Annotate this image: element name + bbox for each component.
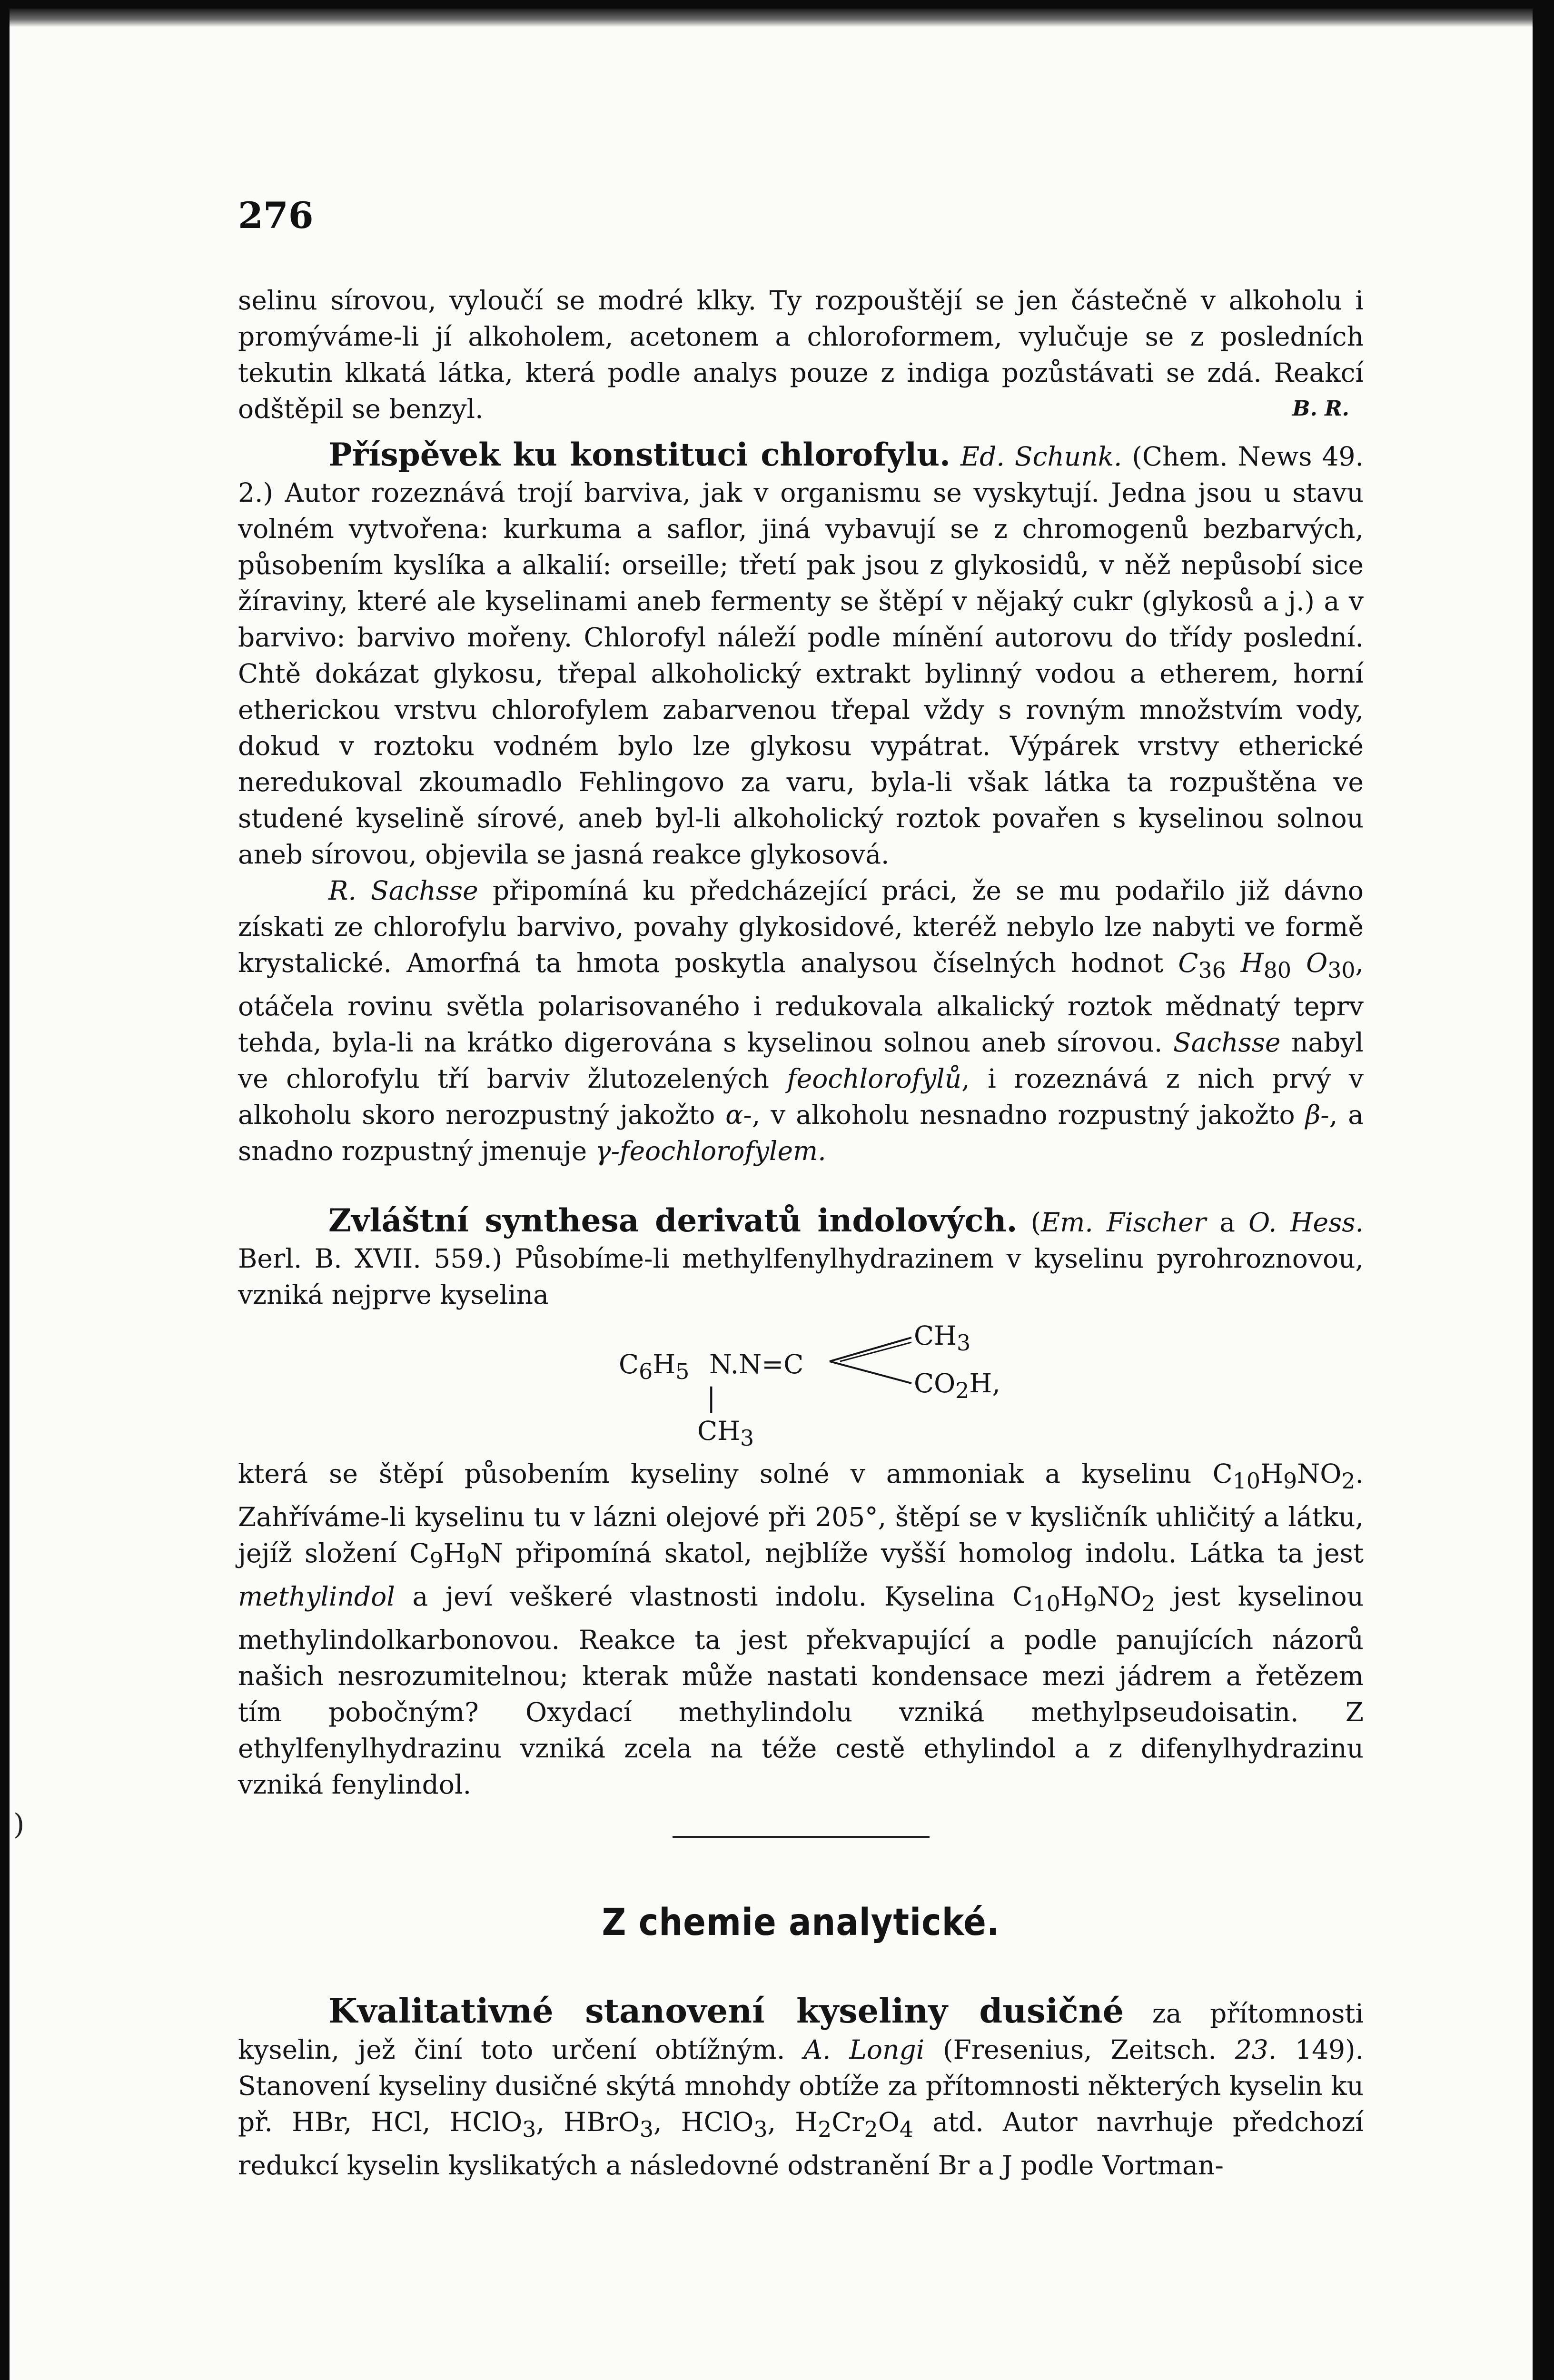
term: methylindol [238, 1581, 395, 1612]
formula-h: H [1240, 948, 1264, 978]
paragraph-text: . Zahříváme-li kyselinu tu v lázni olejové při 205°, štěpí se v kysličník uhličitý a látku, jejíž složení [238, 1458, 1364, 1568]
paragraph-text: 149). Stanovení kyseliny dusičné skýtá mnohdy obtíže za přítomnosti některých kyselin ku př. HBr, HCl, HClO [238, 2034, 1364, 2137]
page-body [238, 282, 1364, 2183]
bond-upper [830, 1338, 911, 1361]
formula-bonds [826, 1327, 916, 1394]
paragraph-text: a jeví veškeré vlastnosti indolu. Kyselina [412, 1581, 995, 1612]
paragraph-text: , HClO [653, 2107, 754, 2137]
paragraph-text: jest kyselinou methylindolkarbonovou. Reakce ta jest překvapující a podle panujících názorů našich nesrozumitelnou; kterak může nastati kondensace mezi jádrem a řetězem tím pobočným? Oxydací methylindolu vzniká methylpseudoisatin. Z ethylfenylhydrazinu vzniká zcela na téže cestě ethylindol a z difenylhydrazinu vzniká fenylindol. [238, 1581, 1364, 1800]
formula-ch3-top: $CH_3$ [914, 1320, 971, 1356]
paragraph-sachsse [238, 873, 1364, 1169]
paragraph-text: Berl. B. XVII. 559.) Působíme-li methylfenylhydrazinem v kyselinu pyrohroznovou, vzniká nejprve kyselina [238, 1243, 1364, 1310]
inline-author: Sachsse [1173, 1027, 1281, 1058]
formula-sub: 3 [753, 2116, 768, 2142]
paragraph-text: , a snadno rozpustný jmenuje [238, 1100, 1364, 1166]
paragraph-text: Cr [831, 2107, 864, 2137]
formula-sub: 2 [818, 2116, 832, 2142]
paragraph-text: O [878, 2107, 900, 2137]
formula-inline: $C_9H_9N$ [409, 1538, 503, 1573]
formula-sub: 2 [864, 2116, 878, 2142]
author-initials: B. R. [1292, 397, 1349, 421]
paragraph-text: nabyl ve chlorofylu tří barviv žlutozelených [238, 1027, 1364, 1094]
formula-sub: 3 [639, 2116, 653, 2142]
article-title: Kvalitativné stanovení kyseliny dusičné [328, 1991, 1124, 2031]
bond-lower [830, 1361, 911, 1383]
formula-o: O [1306, 948, 1328, 978]
paragraph-text: připomíná skatol, nejblíže vyšší homolog indolu. Látka ta jest [515, 1538, 1364, 1568]
article-nitric-acid [238, 1993, 1364, 2183]
paragraph-text: selinu sírovou, vyloučí se modré klky. Ty rozpouštějí se jen částečně v alkoholu i promýváme-li jí alkoholem, acetonem a chloroformem, vylučuje se z posledních tekutin klkatá látka, která podle analys pouze z indiga pozůstávati se zdá. Reakcí odštěpil se benzyl. [238, 285, 1364, 424]
paragraph-text: připomíná ku předcházející práci, že se mu podařilo již dávno získati ze chlorofylu barvivo, povahy glykosidové, kteréž nebylo lze nabyti ve formě krystalické. Amorfná ta hmota poskytla analysou číselných hodnot [238, 875, 1364, 978]
formula-n-n-c: N.N=C [709, 1349, 804, 1379]
formula-inline: $C_{10}H_9NO_2$ [1212, 1458, 1356, 1494]
term: α- [725, 1100, 752, 1130]
paragraph-text: atd. Autor navrhuje předchozí redukcí kyselin kyslikatých a následovné odstranění Br a J podle Vortman- [238, 2107, 1364, 2181]
article-author: Ed. Schunk. [960, 441, 1122, 472]
paragraph-text: , otáčela rovinu světla polarisovaného i redukovala alkalický roztok mědnatý teprv tehda, byla-li na krátko digerována s kyselinou solnou aneb sírovou. [238, 948, 1364, 1058]
article-author: O. Hess. [1248, 1207, 1364, 1238]
page-number: 276 [238, 194, 314, 237]
page [10, 9, 1533, 2380]
paragraph-continuation [238, 282, 1364, 427]
paragraph-text: (Fresenius, Zeitsch. [943, 2034, 1217, 2065]
paragraph-text: ( [1030, 1207, 1041, 1238]
article-title: Příspěvek ku konstituci chlorofylu. [328, 436, 951, 473]
section-divider [673, 1836, 930, 1838]
formula-inline: $C_{10}H_9NO_2$ [1012, 1581, 1156, 1616]
formula-sub: 30 [1327, 957, 1356, 983]
term: β- [1305, 1100, 1329, 1130]
margin-mark: ) [13, 1808, 25, 1841]
paragraph-text: , i rozeznává z nich prvý v alkoholu skoro nerozpustný jakožto [238, 1063, 1364, 1130]
paragraph-indole-body [238, 1456, 1364, 1803]
section-title: Z chemie analytické. [602, 1901, 1000, 1944]
formula-bond-vertical: | [707, 1382, 716, 1413]
article-indole [238, 1202, 1364, 1313]
article-chlorophyll [238, 436, 1364, 873]
paragraph-text: , v alkoholu nesnadno rozpustný jakožto [752, 1100, 1295, 1130]
article-text: (Chem. News 49. 2.) Autor rozeznává trojí barviva, jak v organismu se vyskytují. Jedna jsou u stavu volném vytvořena: kurkuma a saflor, jiná vybavují se z chromogenů bezbarvých, působením kyslíka a alkalií: orseille; třetí pak jsou z glykosidů, v něž nepůsobí sice žíraviny, které ale kyselinami aneb fermenty se štěpí v nějaký cukr (glykosů a j.) a v barvivo: barvivo mořeny. Chlorofyl náleží podle mínění autorovu do třídy poslední. Chtě dokázat glykosu, třepal alkoholický extrakt bylinný vodou a etherem, horní etherickou vrstvu chlorofylem zabarvenou třepal vždy s rovným množstvím vody, dokud v roztoku vodném bylo lze glykosu vypátrat. Výpárek vrstvy etherické neredukoval zkoumadlo Fehlingovo za varu, byla-li však látka ta rozpuštěna ve studené kyselině sírové, aneb byl-li alkoholický roztok povařen s kyselinou solnou aneb sírovou, objevila se jasná reakce glykosová. [238, 441, 1364, 870]
formula-ch3-bottom: $CH_3$ [697, 1416, 754, 1451]
paragraph-text: , H [767, 2107, 818, 2137]
paragraph-text: , HBrO [536, 2107, 640, 2137]
article-title: Zvláštní synthesa derivatů indolových. [328, 1202, 1018, 1239]
volume-number: 23. [1235, 2034, 1277, 2065]
scan-edge [10, 9, 1533, 27]
formula-co2h: $CO_2H$, [914, 1368, 1000, 1403]
formula-sub: 80 [1263, 957, 1292, 983]
formula-c6h5: $C_6H_5$ [619, 1349, 690, 1384]
article-author: A. Longi [803, 2034, 925, 2065]
structural-formula [238, 1318, 1364, 1456]
formula-sub: 36 [1198, 957, 1226, 983]
formula-sub: 4 [899, 2116, 914, 2142]
term: feochlorofylů [787, 1063, 962, 1094]
inline-author: R. Sachsse [328, 875, 478, 906]
bond-upper-2 [840, 1342, 911, 1361]
paragraph-text: která se štěpí působením kyseliny solné v ammoniak a kyselinu [238, 1458, 1192, 1489]
article-author: Em. Fischer [1041, 1207, 1207, 1238]
formula-c: C [1178, 948, 1198, 978]
paragraph-text: za přítomnosti kyselin, jež činí toto určení obtížným. [238, 1998, 1364, 2065]
paragraph-text: a [1219, 1207, 1235, 1238]
formula-sub: 3 [522, 2116, 536, 2142]
term: γ-feochlorofylem. [595, 1136, 826, 1166]
